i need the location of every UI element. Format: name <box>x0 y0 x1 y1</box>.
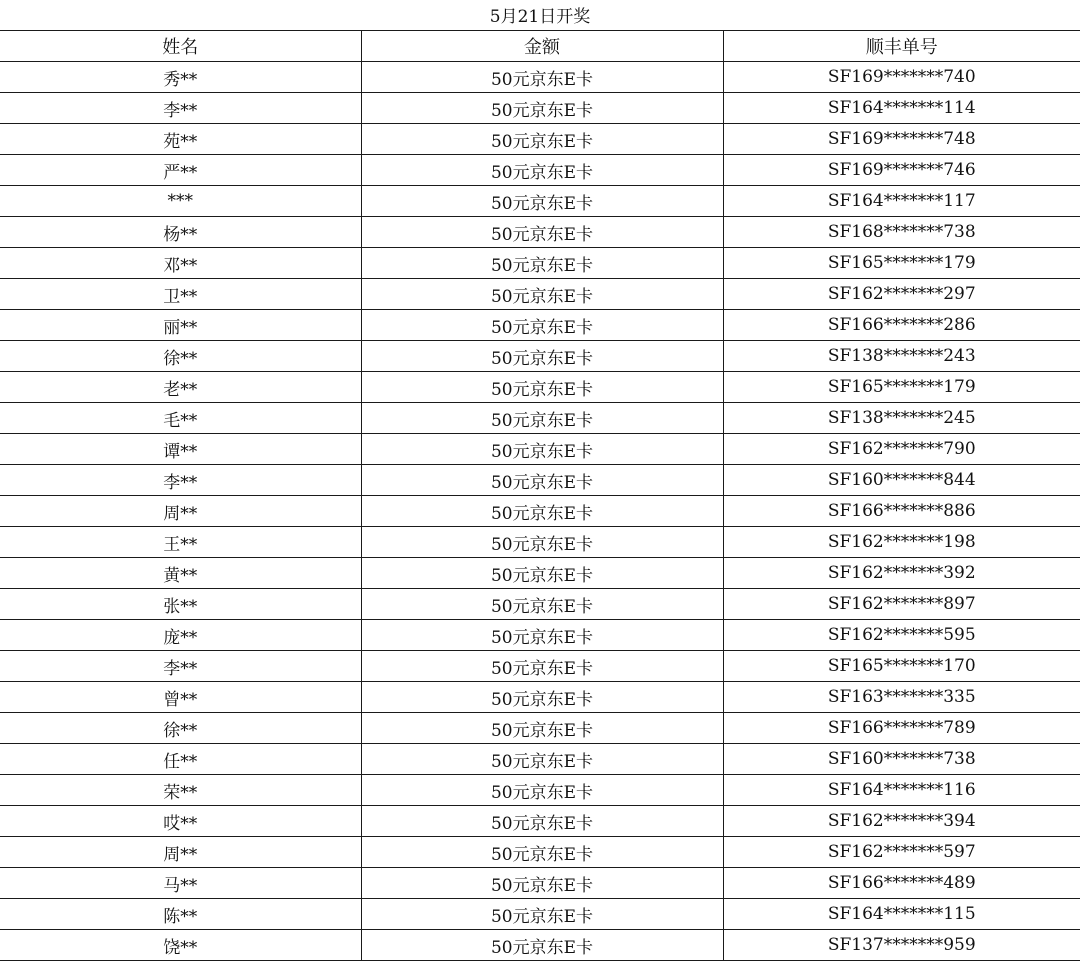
table-row <box>0 62 1080 93</box>
table-row <box>0 527 1080 558</box>
tracking-number-cell: SF166*******789 <box>723 713 1080 744</box>
table-header-row <box>0 31 1080 62</box>
tracking-number-cell: SF162*******897 <box>723 589 1080 620</box>
winner-name-cell: 严** <box>0 155 361 186</box>
winner-name-cell: 哎** <box>0 806 361 837</box>
tracking-number-cell: SF166*******489 <box>723 868 1080 899</box>
winner-name-cell: 张** <box>0 589 361 620</box>
winner-name-cell: 周** <box>0 496 361 527</box>
tracking-number-cell: SF166*******286 <box>723 310 1080 341</box>
winner-name-cell: 饶** <box>0 930 361 961</box>
winner-name-cell: 陈** <box>0 899 361 930</box>
prize-amount-cell: 50元京东E卡 <box>361 620 723 651</box>
winner-name-cell: 曾** <box>0 682 361 713</box>
table-row <box>0 744 1080 775</box>
table-row <box>0 806 1080 837</box>
prize-amount-cell: 50元京东E卡 <box>361 434 723 465</box>
table-row <box>0 403 1080 434</box>
prize-amount-cell: 50元京东E卡 <box>361 93 723 124</box>
winner-name-cell: 苑** <box>0 124 361 155</box>
winner-name-cell: 周** <box>0 837 361 868</box>
tracking-number-cell: SF162*******392 <box>723 558 1080 589</box>
prize-amount-cell: 50元京东E卡 <box>361 589 723 620</box>
tracking-number-cell: SF137*******959 <box>723 930 1080 961</box>
prize-amount-cell: 50元京东E卡 <box>361 744 723 775</box>
winner-name-cell: 王** <box>0 527 361 558</box>
prize-amount-cell: 50元京东E卡 <box>361 279 723 310</box>
prize-amount-cell: 50元京东E卡 <box>361 341 723 372</box>
prize-amount-cell: 50元京东E卡 <box>361 465 723 496</box>
tracking-number-cell: SF169*******740 <box>723 62 1080 93</box>
table-row <box>0 899 1080 930</box>
winner-name-cell: 谭** <box>0 434 361 465</box>
table-row <box>0 155 1080 186</box>
tracking-number-cell: SF162*******790 <box>723 434 1080 465</box>
prize-amount-cell: 50元京东E卡 <box>361 837 723 868</box>
winner-name-cell: 毛** <box>0 403 361 434</box>
tracking-number-cell: SF164*******116 <box>723 775 1080 806</box>
tracking-number-cell: SF138*******243 <box>723 341 1080 372</box>
winner-name-cell: 李** <box>0 93 361 124</box>
prize-amount-cell: 50元京东E卡 <box>361 372 723 403</box>
prize-amount-cell: 50元京东E卡 <box>361 682 723 713</box>
prize-amount-cell: 50元京东E卡 <box>361 248 723 279</box>
prize-amount-cell: 50元京东E卡 <box>361 310 723 341</box>
table-row <box>0 186 1080 217</box>
tracking-number-cell: SF164*******115 <box>723 899 1080 930</box>
tracking-number-cell: SF165*******170 <box>723 651 1080 682</box>
prize-amount-cell: 50元京东E卡 <box>361 124 723 155</box>
prize-amount-cell: 50元京东E卡 <box>361 806 723 837</box>
table-row <box>0 930 1080 961</box>
tracking-number-cell: SF164*******117 <box>723 186 1080 217</box>
tracking-number-cell: SF138*******245 <box>723 403 1080 434</box>
table-row <box>0 868 1080 899</box>
tracking-number-cell: SF163*******335 <box>723 682 1080 713</box>
tracking-number-cell: SF169*******746 <box>723 155 1080 186</box>
prize-amount-cell: 50元京东E卡 <box>361 713 723 744</box>
table-row <box>0 589 1080 620</box>
table-row <box>0 372 1080 403</box>
winner-name-cell: 任** <box>0 744 361 775</box>
table-row <box>0 248 1080 279</box>
winner-name-cell: 徐** <box>0 341 361 372</box>
tracking-number-cell: SF162*******198 <box>723 527 1080 558</box>
table-row <box>0 434 1080 465</box>
table-row <box>0 279 1080 310</box>
prize-amount-cell: 50元京东E卡 <box>361 496 723 527</box>
winner-name-cell: 李** <box>0 651 361 682</box>
table-row <box>0 775 1080 806</box>
winner-name-cell: 秀** <box>0 62 361 93</box>
table-row <box>0 465 1080 496</box>
column-header-tracking: 顺丰单号 <box>723 31 1080 62</box>
winners-table <box>0 30 1080 961</box>
table-row <box>0 310 1080 341</box>
table-row <box>0 496 1080 527</box>
prize-amount-cell: 50元京东E卡 <box>361 527 723 558</box>
table-row <box>0 713 1080 744</box>
tracking-number-cell: SF162*******394 <box>723 806 1080 837</box>
tracking-number-cell: SF164*******114 <box>723 93 1080 124</box>
tracking-number-cell: SF168*******738 <box>723 217 1080 248</box>
tracking-number-cell: SF162*******597 <box>723 837 1080 868</box>
winner-name-cell: 邓** <box>0 248 361 279</box>
prize-amount-cell: 50元京东E卡 <box>361 186 723 217</box>
winner-name-cell: 黄** <box>0 558 361 589</box>
table-row <box>0 341 1080 372</box>
tracking-number-cell: SF160*******738 <box>723 744 1080 775</box>
table-row <box>0 558 1080 589</box>
tracking-number-cell: SF160*******844 <box>723 465 1080 496</box>
winner-name-cell: 丽** <box>0 310 361 341</box>
winner-name-cell: 徐** <box>0 713 361 744</box>
column-header-name: 姓名 <box>0 31 361 62</box>
prize-amount-cell: 50元京东E卡 <box>361 155 723 186</box>
table-body <box>0 62 1080 961</box>
prize-amount-cell: 50元京东E卡 <box>361 899 723 930</box>
tracking-number-cell: SF165*******179 <box>723 372 1080 403</box>
prize-amount-cell: 50元京东E卡 <box>361 651 723 682</box>
table-row <box>0 651 1080 682</box>
winner-name-cell: 老** <box>0 372 361 403</box>
table-row <box>0 217 1080 248</box>
winner-name-cell: *** <box>0 186 361 217</box>
winner-name-cell: 庞** <box>0 620 361 651</box>
table-row <box>0 682 1080 713</box>
prize-amount-cell: 50元京东E卡 <box>361 930 723 961</box>
table-row <box>0 837 1080 868</box>
table-row <box>0 93 1080 124</box>
prize-amount-cell: 50元京东E卡 <box>361 775 723 806</box>
table-row <box>0 620 1080 651</box>
winner-name-cell: 马** <box>0 868 361 899</box>
winner-name-cell: 杨** <box>0 217 361 248</box>
tracking-number-cell: SF166*******886 <box>723 496 1080 527</box>
table-row <box>0 124 1080 155</box>
prize-amount-cell: 50元京东E卡 <box>361 217 723 248</box>
tracking-number-cell: SF165*******179 <box>723 248 1080 279</box>
column-header-amount: 金额 <box>361 31 723 62</box>
page-title: 5月21日开奖 <box>489 7 591 27</box>
prize-amount-cell: 50元京东E卡 <box>361 868 723 899</box>
prize-amount-cell: 50元京东E卡 <box>361 558 723 589</box>
winner-name-cell: 卫** <box>0 279 361 310</box>
prize-amount-cell: 50元京东E卡 <box>361 62 723 93</box>
tracking-number-cell: SF162*******297 <box>723 279 1080 310</box>
tracking-number-cell: SF162*******595 <box>723 620 1080 651</box>
prize-amount-cell: 50元京东E卡 <box>361 403 723 434</box>
winner-name-cell: 李** <box>0 465 361 496</box>
tracking-number-cell: SF169*******748 <box>723 124 1080 155</box>
winner-name-cell: 荣** <box>0 775 361 806</box>
